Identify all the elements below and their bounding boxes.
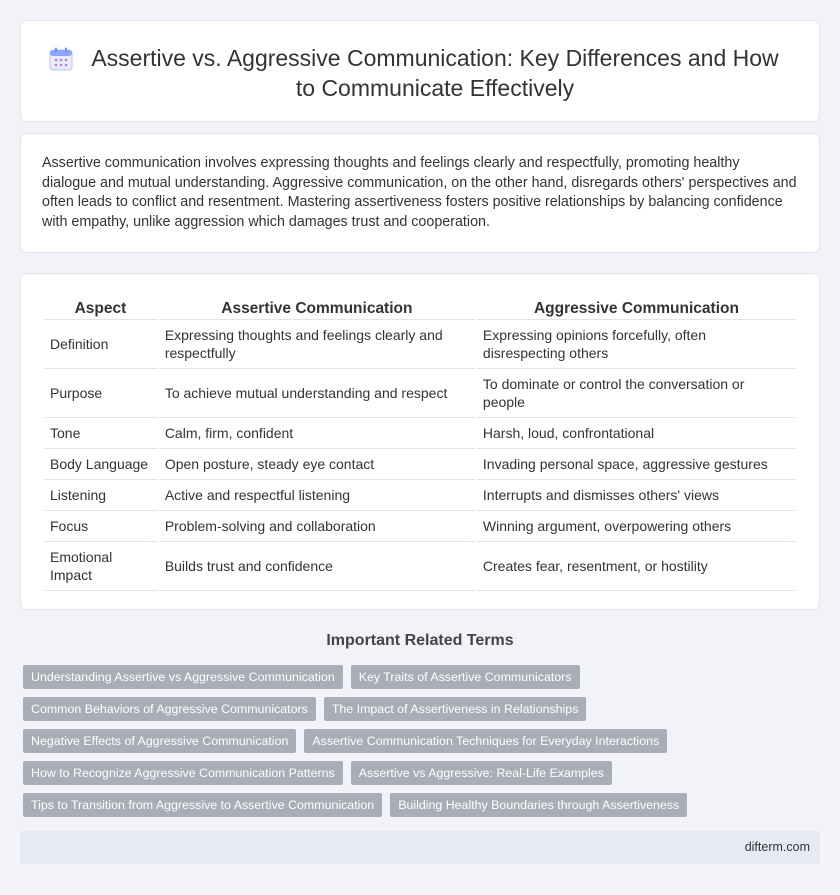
assertive-cell: Open posture, steady eye contact [159,449,475,480]
table-row [44,369,796,418]
assertive-cell: To achieve mutual understanding and respect [159,369,475,418]
table-row [44,480,796,511]
related-term-link[interactable]: Assertive Communication Techniques for Everyday Interactions [304,729,667,753]
site-link[interactable]: difterm.com [744,840,810,854]
aggressive-cell: Invading personal space, aggressive gestures [477,449,796,480]
assertive-cell: Active and respectful listening [159,480,475,511]
assertive-cell: Expressing thoughts and feelings clearly and respectfully [159,320,475,369]
aggressive-cell: Expressing opinions forcefully, often disrespecting others [477,320,796,369]
intro-card [20,133,820,253]
aggressive-cell: Interrupts and dismisses others' views [477,480,796,511]
column-header-assertive: Assertive Communication [159,294,475,320]
header-card [20,20,820,122]
table-row [44,542,796,591]
comparison-table-card [20,273,820,610]
aggressive-cell: Harsh, loud, confrontational [477,418,796,449]
comparison-table [42,294,798,591]
aggressive-cell: Creates fear, resentment, or hostility [477,542,796,591]
aspect-cell: Focus [44,511,157,542]
related-term-link[interactable]: Key Traits of Assertive Communicators [351,665,580,689]
aspect-cell: Purpose [44,369,157,418]
aspect-cell: Definition [44,320,157,369]
related-terms-heading: Important Related Terms [326,632,514,649]
table-header-row [44,294,796,320]
related-term-link[interactable]: Understanding Assertive vs Aggressive Communication [23,665,343,689]
related-term-link[interactable]: Common Behaviors of Aggressive Communicators [23,697,316,721]
table-row [44,418,796,449]
table-row [44,449,796,480]
related-term-link[interactable]: Building Healthy Boundaries through Assertiveness [390,793,687,817]
aggressive-cell: To dominate or control the conversation or people [477,369,796,418]
related-terms-list [23,665,813,825]
column-header-aggressive: Aggressive Communication [477,294,796,320]
aspect-cell: Emotional Impact [44,542,157,591]
related-term-link[interactable]: Negative Effects of Aggressive Communication [23,729,296,753]
assertive-cell: Problem-solving and collaboration [159,511,475,542]
table-row [44,511,796,542]
related-term-link[interactable]: Tips to Transition from Aggressive to Assertive Communication [23,793,382,817]
related-term-link[interactable]: How to Recognize Aggressive Communication Patterns [23,761,343,785]
related-term-link[interactable]: The Impact of Assertiveness in Relationships [324,697,587,721]
aspect-cell: Body Language [44,449,157,480]
table-row [44,320,796,369]
intro-paragraph: Assertive communication involves expressing thoughts and feelings clearly and respectfully, promoting healthy dialogue and mutual understanding. Aggressive communication, on the other hand, disregards others' perspectives and often leads to conflict and resentment. Mastering assertiveness fosters positive relationships by balancing confidence with empathy, unlike aggression which damages trust and cooperation. [42,155,797,230]
related-term-link[interactable]: Assertive vs Aggressive: Real-Life Examples [351,761,612,785]
column-header-aspect: Aspect [44,294,157,320]
assertive-cell: Calm, firm, confident [159,418,475,449]
aspect-cell: Listening [44,480,157,511]
page-title: Assertive vs. Aggressive Communication: Key Differences and How to Communicate Effectively [91,45,779,101]
assertive-cell: Builds trust and confidence [159,542,475,591]
aggressive-cell: Winning argument, overpowering others [477,511,796,542]
footer [20,831,820,864]
aspect-cell: Tone [44,418,157,449]
